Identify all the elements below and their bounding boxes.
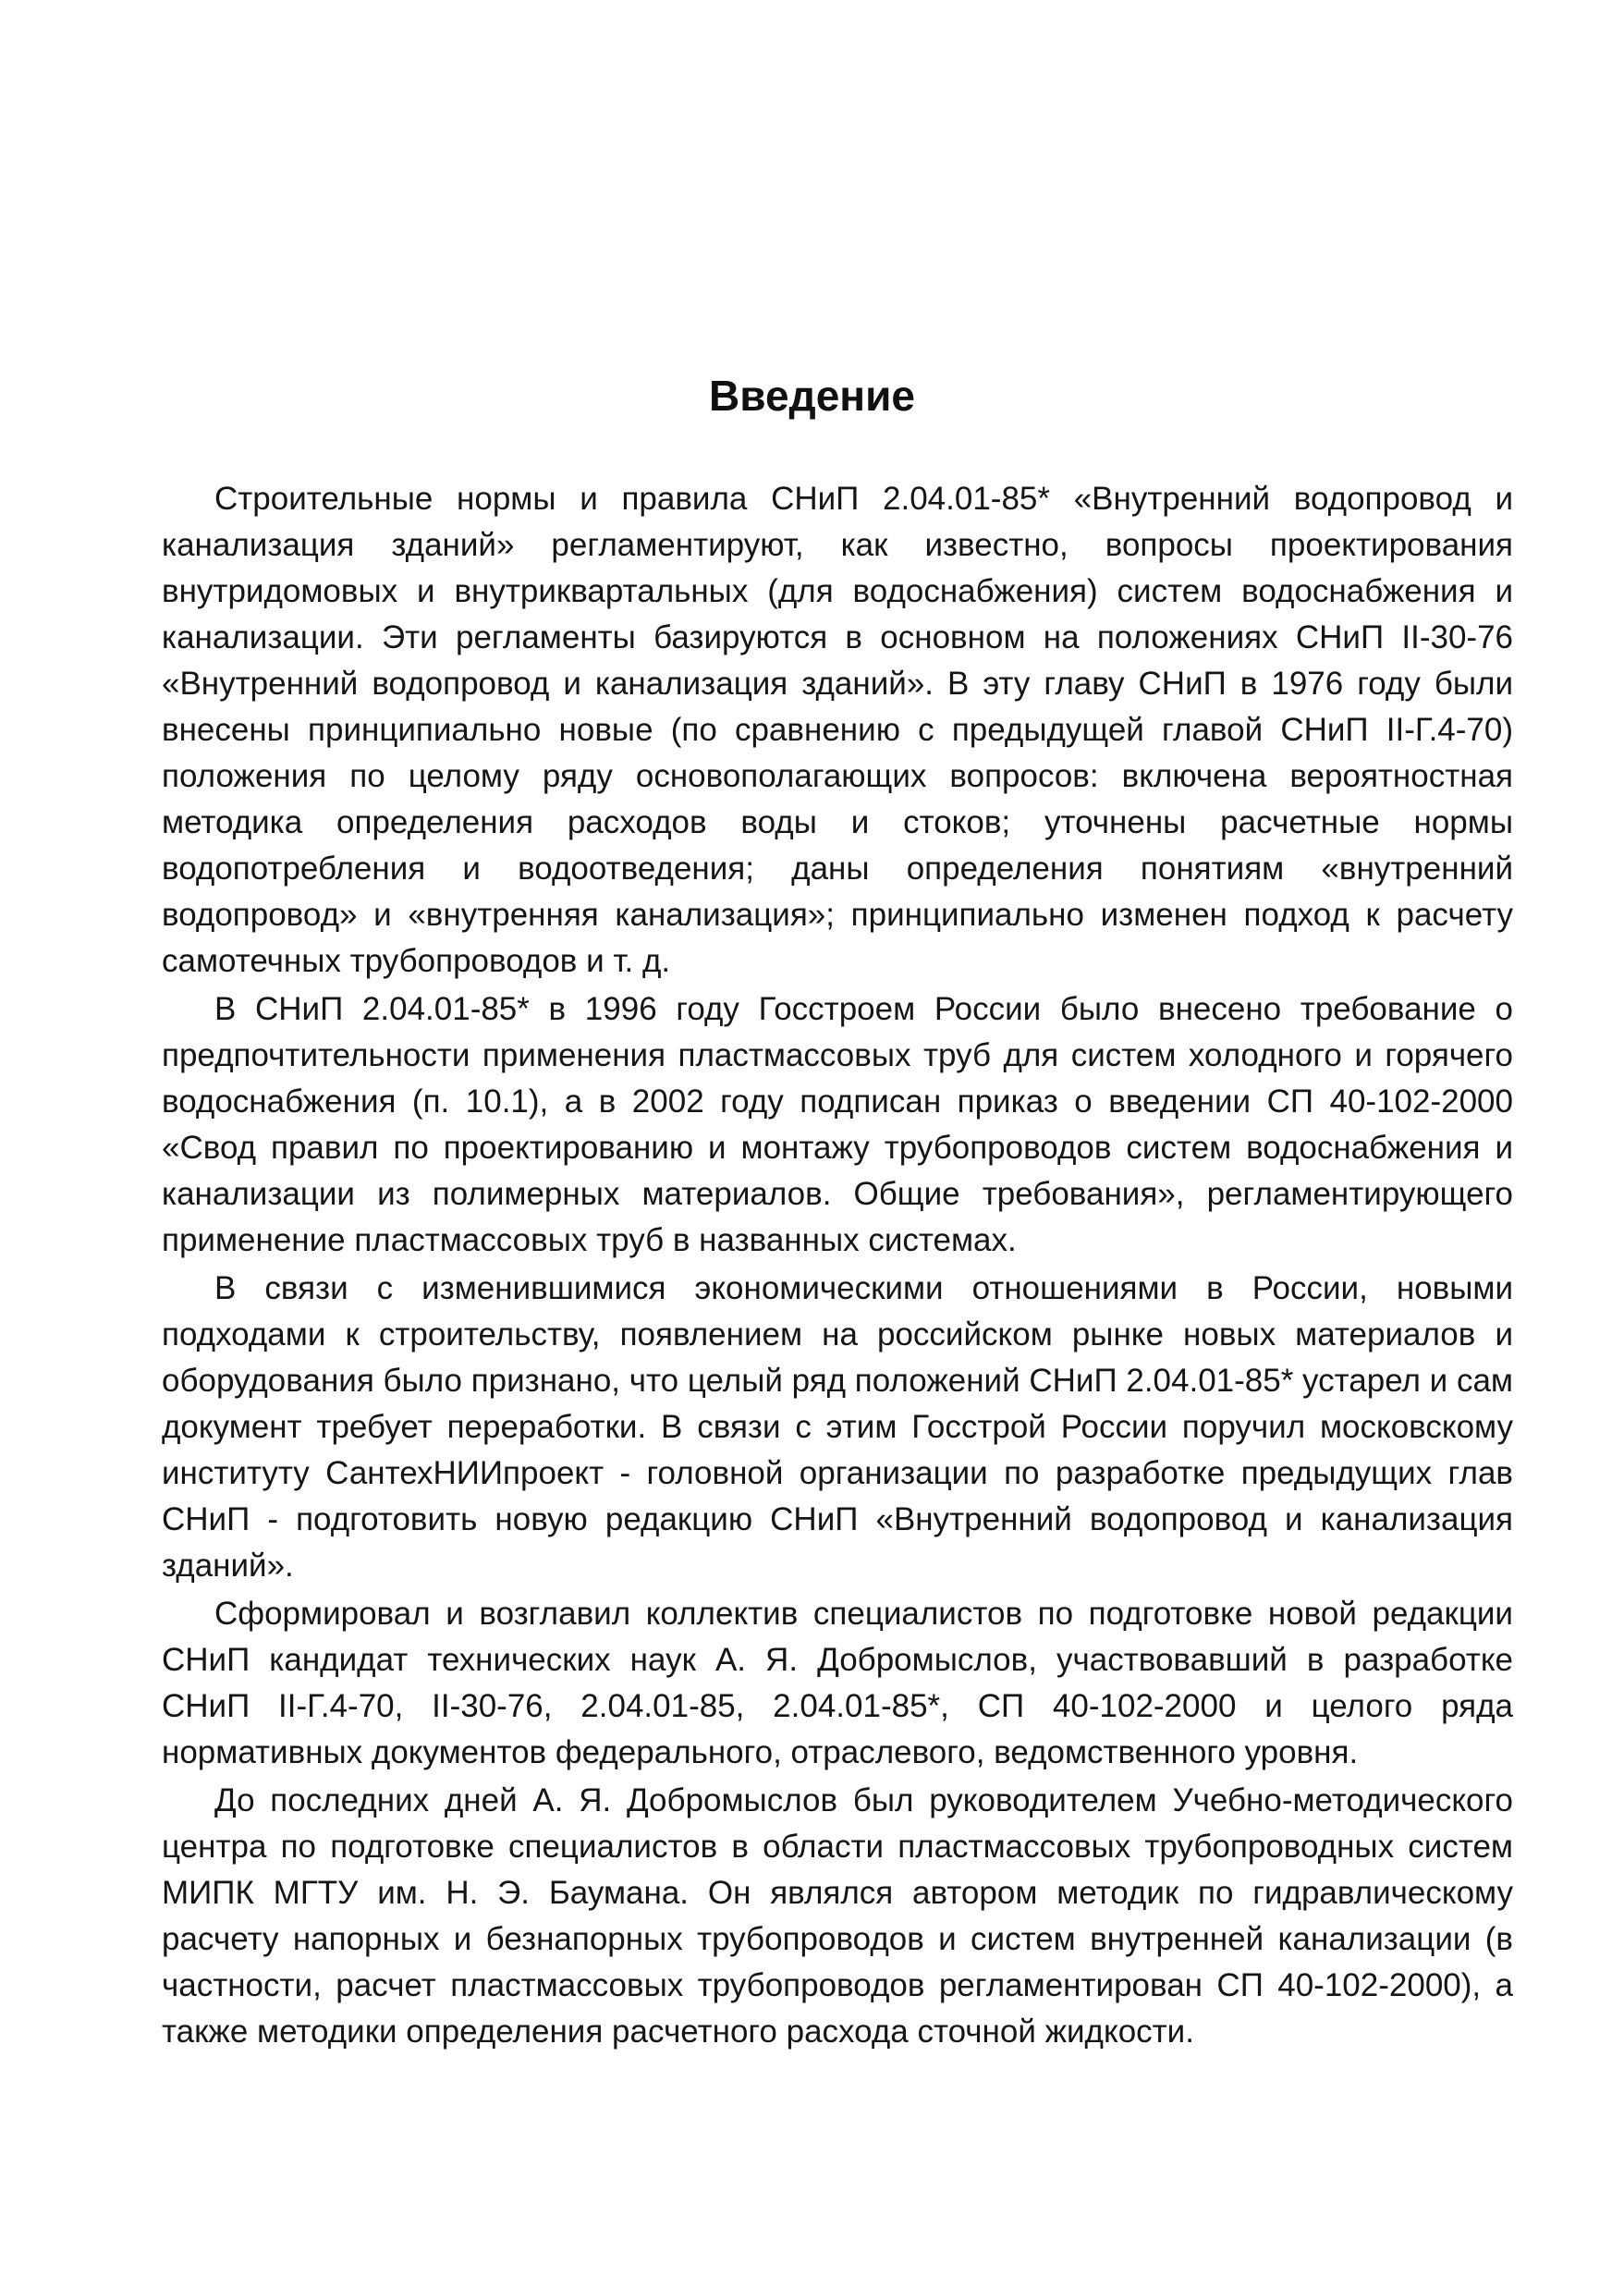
paragraph-2: В СНиП 2.04.01-85* в 1996 году Госстроем России было внесено требование о предпочтительности применения пластмассовых труб для систем холодного и горячего водоснабжения (п. 10.1), а в 2002 году подписан приказ о введении СП 40-102-2000 «Свод правил по проектированию и монтажу трубопроводов систем водоснабжения и канализации из полимерных материалов. Общие требования», регламентирующего применение пластмассовых труб в названных системах. <box>162 991 1513 1258</box>
paragraph-4: Сформировал и возглавил коллектив специалистов по подготовке новой редакции СНиП кандидат технических наук А. Я. Добромыслов, участвовавший в разработке СНиП II-Г.4-70, II-30-76, 2.04.01-85, 2.04.01-85*, СП 40-102-2000 и целого ряда нормативных документов федерального, отраслевого, ведомственного уровня. <box>162 1596 1513 1770</box>
page-title: Введение <box>709 372 915 420</box>
paragraph-3: В связи с изменившимися экономическими отношениями в России, новыми подходами к строительству, появлением на российском рынке новых материалов и оборудования было признано, что целый ряд положений СНиП 2.04.01-85* устарел и сам документ требует переработки. В связи с этим Госстрой России поручил московскому институту СантехНИИпроект - головной организации по разработке предыдущих глав СНиП - подготовить новую редакцию СНиП «Внутренний водопровод и канализация зданий». <box>162 1270 1513 1584</box>
paragraph-5: До последних дней А. Я. Добромыслов был руководителем Учебно-методического центра по подготовке специалистов в области пластмассовых трубопроводных систем МИПК МГТУ им. Н. Э. Баумана. Он являлся автором методик по гидравлическому расчету напорных и безнапорных трубопроводов и систем внутренней канализации (в частности, расчет пластмассовых трубопроводов регламентирован СП 40-102-2000), а также методики определения расчетного расхода сточной жидкости. <box>162 1782 1513 2050</box>
paragraph-1: Строительные нормы и правила СНиП 2.04.01-85* «Внутренний водопровод и канализация зданий» регламентируют, как известно, вопросы проектирования внутридомовых и внутриквартальных (для водоснабжения) систем водоснабжения и канализации. Эти регламенты базируются в основном на положениях СНиП II-30-76 «Внутренний водопровод и канализация зданий». В эту главу СНиП в 1976 году были внесены принципиально новые (по сравнению с предыдущей главой СНиП II-Г.4-70) положения по целому ряду основополагающих вопросов: включена вероятностная методика определения расходов воды и стоков; уточнены расчетные нормы водопотребления и водоотведения; даны определения понятиям «внутренний водопровод» и «внутренняя канализация»; принципиально изменен подход к расчету самотечных трубопроводов и т. д. <box>162 481 1513 979</box>
body-text <box>162 476 1513 2055</box>
